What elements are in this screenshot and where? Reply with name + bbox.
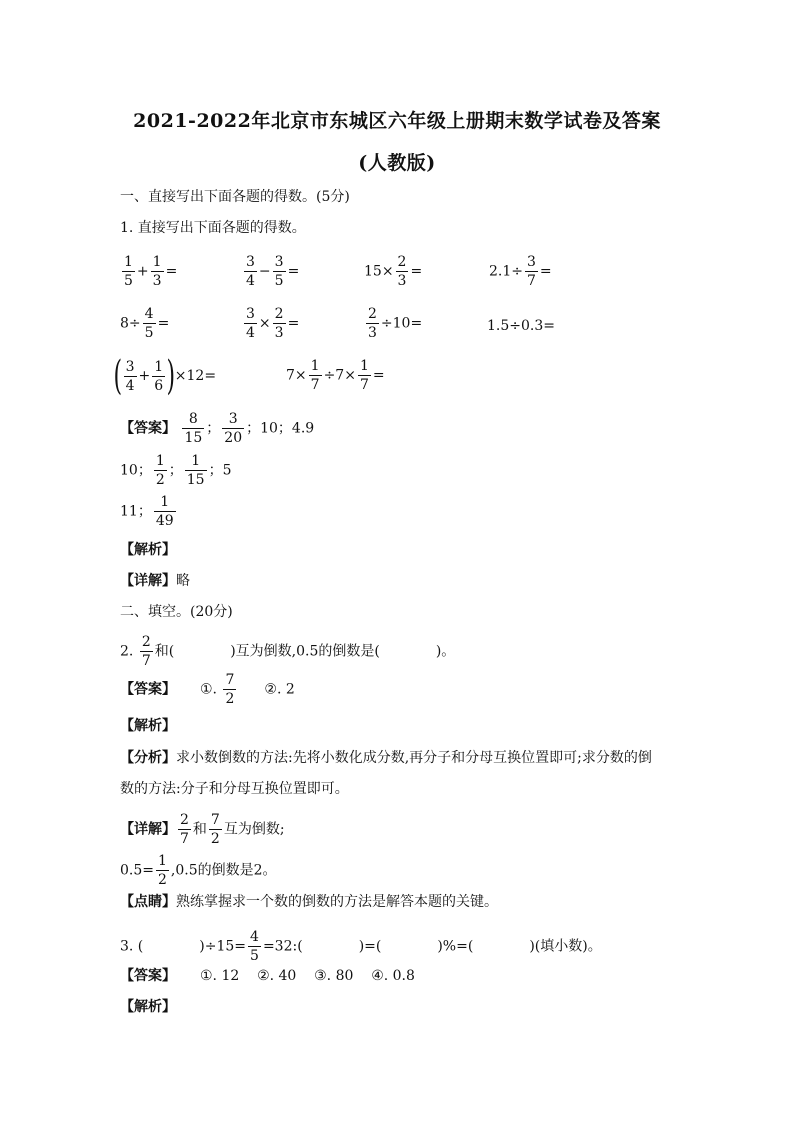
fraction: $\frac{7}{2}$ bbox=[225, 672, 235, 707]
fraction: $\frac{3}{5}$ bbox=[274, 254, 284, 289]
fraction: $\frac{1}{49}$ bbox=[155, 494, 174, 529]
analysis-label-3: 【解析】 bbox=[120, 999, 176, 1015]
calc-3: 15× $\frac{2}{3}$ = bbox=[364, 254, 423, 289]
calc-8: 1.5÷0.3= bbox=[487, 318, 555, 334]
section1-heading: 一、直接写出下面各题的得数。(5分) bbox=[120, 189, 350, 205]
fraction: $\frac{4}{5}$ bbox=[144, 306, 154, 341]
fraction: $\frac{3}{7}$ bbox=[527, 254, 536, 289]
fraction: $\frac{1}{6}$ bbox=[154, 358, 164, 394]
section2-heading: 二、填空。(20分) bbox=[120, 604, 233, 620]
fraction: $\frac{1}{2}$ bbox=[158, 853, 167, 888]
fraction: $\frac{1}{5}$ bbox=[124, 254, 133, 289]
fraction: $\frac{2}{3}$ bbox=[274, 306, 284, 341]
fraction: $\frac{2}{7}$ bbox=[141, 634, 151, 669]
answer-2: 10； $\frac{1}{2}$ ； $\frac{1}{15}$ ；5 bbox=[120, 453, 232, 488]
page-title: 2021-2022年北京市东城区六年级上册期末数学试卷及答案 bbox=[133, 110, 661, 132]
page-subtitle: (人教版) bbox=[358, 152, 436, 174]
tip-q2: 【点睛】熟练掌握求一个数的倒数的方法是解答本题的关键。 bbox=[120, 894, 498, 910]
analysis-label-2: 【解析】 bbox=[120, 718, 176, 734]
fraction: $\frac{7}{2}$ bbox=[210, 812, 220, 847]
question1-stem: 1. 直接写出下面各题的得数。 bbox=[120, 220, 306, 236]
answer-3: 11； $\frac{1}{49}$ bbox=[120, 494, 174, 529]
fraction: $\frac{1}{2}$ bbox=[155, 453, 165, 488]
question3: 3. ( )÷15= $\frac{4}{5}$ =32:( )=( )%=( )(填小数)。 bbox=[120, 929, 602, 964]
detail-q2: 【详解】 $\frac{2}{7}$ 和 $\frac{7}{2}$ 互为倒数; bbox=[120, 812, 285, 847]
question2: 2. $\frac{2}{7}$ 和( )互为倒数,0.5的倒数是( )。 bbox=[120, 634, 456, 669]
calc-6: $\frac{3}{4}$ × $\frac{2}{3}$ = bbox=[246, 306, 300, 341]
fraction: $\frac{1}{3}$ bbox=[152, 254, 162, 289]
fraction: $\frac{2}{7}$ bbox=[180, 812, 189, 847]
calc-4: 2.1÷ $\frac{3}{7}$ = bbox=[489, 254, 552, 289]
analysis-fenxi-1: 【分析】求小数倒数的方法:先将小数化成分数,再分子和分母互换位置即可;求分数的倒 bbox=[120, 750, 652, 766]
fraction: $\frac{3}{4}$ bbox=[246, 306, 255, 341]
detail-q2-2: 0.5= $\frac{1}{2}$ ,0.5的倒数是2。 bbox=[120, 853, 277, 888]
answer-q2: 【答案】 ①. $\frac{7}{2}$ ②. 2 bbox=[120, 672, 295, 707]
fraction: $\frac{1}{7}$ bbox=[310, 358, 320, 393]
analysis-label: 【解析】 bbox=[120, 542, 176, 558]
fraction: $\frac{8}{15}$ bbox=[184, 411, 203, 446]
answer-q3: 【答案】 ①. 12 ②. 40 ③. 80 ④. 0.8 bbox=[120, 968, 415, 984]
calc-10: 7× $\frac{1}{7}$ ÷7× $\frac{1}{7}$ = bbox=[286, 358, 385, 393]
answer-1: 【答案】 $\frac{8}{15}$ ； $\frac{3}{20}$ ；10；4.9 bbox=[120, 411, 315, 446]
fraction: $\frac{3}{20}$ bbox=[224, 411, 243, 446]
fraction: $\frac{4}{5}$ bbox=[250, 929, 259, 964]
fraction: $\frac{3}{4}$ bbox=[246, 254, 255, 289]
analysis-fenxi-2: 数的方法:分子和分母互换位置即可。 bbox=[120, 781, 349, 797]
fraction: $\frac{2}{3}$ bbox=[368, 306, 377, 341]
calc-2: $\frac{3}{4}$ − $\frac{3}{5}$ = bbox=[246, 254, 300, 289]
detail-1: 【详解】略 bbox=[120, 573, 190, 589]
calc-5: 8÷ $\frac{4}{5}$ = bbox=[120, 306, 170, 341]
calc-1: $\frac{1}{5}$ + $\frac{1}{3}$ = bbox=[124, 254, 178, 289]
fraction: $\frac{1}{15}$ bbox=[186, 453, 205, 488]
calc-7: $\frac{2}{3}$ ÷10= bbox=[368, 306, 423, 341]
fraction: $\frac{1}{7}$ bbox=[359, 358, 369, 393]
calc-9: ( $\frac{3}{4}$ + $\frac{1}{6}$ )×12= bbox=[113, 353, 217, 399]
fraction: $\frac{2}{3}$ bbox=[397, 254, 407, 289]
fraction: $\frac{3}{4}$ bbox=[125, 358, 135, 394]
